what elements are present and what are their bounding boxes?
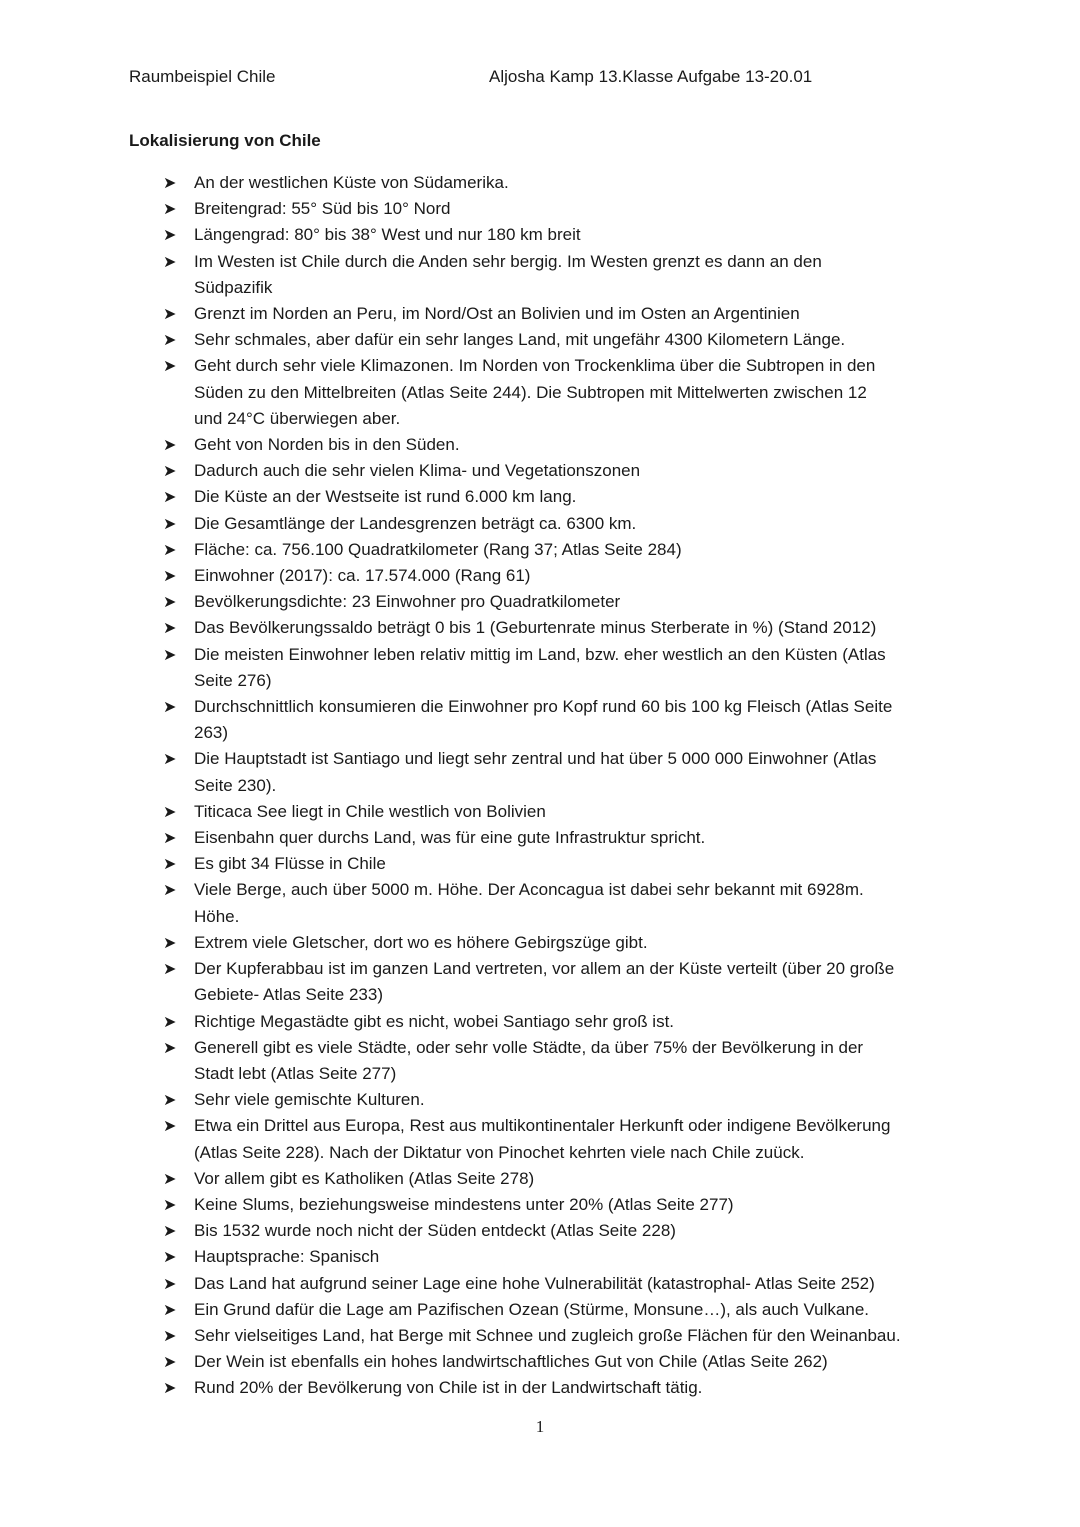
arrow-bullet-icon: ➤ [163, 880, 177, 900]
list-item [129, 1271, 949, 1297]
list-item-text: Der Kupferabbau ist im ganzen Land vertreten, vor allem an der Küste verteilt (über 20 große Gebiete- Atlas Seite 233) [194, 959, 895, 1005]
arrow-bullet-icon: ➤ [163, 199, 177, 219]
arrow-bullet-icon: ➤ [163, 932, 177, 952]
arrow-bullet-icon: ➤ [163, 1273, 177, 1293]
list-item [129, 1087, 949, 1113]
list-item-text: Etwa ein Drittel aus Europa, Rest aus multikontinentaler Herkunft oder indigene Bevölkerung (Atlas Seite 228). Nach der Diktatur von Pinochet kehrten viele nach Chile zuück. [194, 1116, 891, 1162]
arrow-bullet-icon: ➤ [163, 828, 177, 848]
list-item [129, 1349, 949, 1375]
arrow-bullet-icon: ➤ [163, 1378, 177, 1398]
list-item-text: Richtige Megastädte gibt es nicht, wobei Santiago sehr groß ist. [194, 1011, 675, 1031]
list-item-text: Geht von Norden bis in den Süden. [194, 435, 460, 455]
arrow-bullet-icon: ➤ [163, 1168, 177, 1188]
list-item-text: Generell gibt es viele Städte, oder sehr volle Städte, da über 75% der Bevölkerung in der Stadt lebt (Atlas Seite 277) [194, 1037, 864, 1083]
list-item-text: Viele Berge, auch über 5000 m. Höhe. Der Aconcagua ist dabei sehr bekannt mit 6928m. Höhe. [194, 880, 864, 926]
list-item-text: Eisenbahn quer durchs Land, was für eine gute Infrastruktur spricht. [194, 828, 706, 848]
arrow-bullet-icon: ➤ [163, 1037, 177, 1057]
list-item [129, 642, 949, 694]
list-item-text: Die Küste an der Westseite ist rund 6.000 km lang. [194, 487, 577, 507]
arrow-bullet-icon: ➤ [163, 959, 177, 979]
arrow-bullet-icon: ➤ [163, 304, 177, 324]
list-item [129, 249, 949, 301]
list-item-text: Fläche: ca. 756.100 Quadratkilometer (Rang 37; Atlas Seite 284) [194, 539, 682, 559]
list-item-text: Keine Slums, beziehungsweise mindestens unter 20% (Atlas Seite 277) [194, 1194, 734, 1214]
list-item-text: Geht durch sehr viele Klimazonen. Im Norden von Trockenklima über die Subtropen in den Süden zu den Mittelbreiten (Atlas Seite 244). Die Subtropen mit Mittelwerten zwischen 12 und 24°C überwiegen aber. [194, 356, 876, 428]
arrow-bullet-icon: ➤ [163, 173, 177, 192]
arrow-bullet-icon: ➤ [163, 1221, 177, 1241]
list-item-text: Breitengrad: 55° Süd bis 10° Nord [194, 199, 451, 219]
arrow-bullet-icon: ➤ [163, 461, 177, 481]
list-item-text: Sehr schmales, aber dafür ein sehr langes Land, mit ungefähr 4300 Kilometern Länge. [194, 330, 846, 350]
list-item [129, 484, 949, 510]
arrow-bullet-icon: ➤ [163, 592, 177, 612]
list-item [129, 615, 949, 641]
list-item [129, 825, 949, 851]
arrow-bullet-icon: ➤ [163, 801, 177, 821]
list-item-text: Grenzt im Norden an Peru, im Nord/Ost an Bolivien und im Osten an Argentinien [194, 304, 800, 324]
list-item [129, 222, 949, 248]
arrow-bullet-icon: ➤ [163, 435, 177, 455]
list-item [129, 511, 949, 537]
list-item-text: Extrem viele Gletscher, dort wo es höhere Gebirgszüge gibt. [194, 932, 648, 952]
arrow-bullet-icon: ➤ [163, 513, 177, 533]
list-item-text: Dadurch auch die sehr vielen Klima- und Vegetationszonen [194, 461, 641, 481]
list-item-text: Die Gesamtlänge der Landesgrenzen beträgt ca. 6300 km. [194, 513, 637, 533]
list-item-text: Längengrad: 80° bis 38° West und nur 180 km breit [194, 225, 581, 245]
list-item [129, 537, 949, 563]
arrow-bullet-icon: ➤ [163, 487, 177, 507]
list-item [129, 301, 949, 327]
arrow-bullet-icon: ➤ [163, 1090, 177, 1110]
list-item [129, 589, 949, 615]
arrow-bullet-icon: ➤ [163, 618, 177, 638]
list-item [129, 1192, 949, 1218]
list-item [129, 563, 949, 589]
list-item-text: Das Land hat aufgrund seiner Lage eine hohe Vulnerabilität (katastrophal- Atlas Seite 252) [194, 1273, 875, 1293]
header-author-info: Aljosha Kamp 13.Klasse Aufgabe 13-20.01 [489, 67, 813, 86]
list-item-text: Das Bevölkerungssaldo beträgt 0 bis 1 (Geburtenrate minus Sterberate in %) (Stand 2012) [194, 618, 877, 638]
list-item-text: Es gibt 34 Flüsse in Chile [194, 854, 386, 874]
list-item-text: Einwohner (2017): ca. 17.574.000 (Rang 61) [194, 566, 531, 586]
list-item [129, 1166, 949, 1192]
list-item-text: Die Hauptstadt ist Santiago und liegt sehr zentral und hat über 5 000 000 Einwohner (Atlas Seite 230). [194, 749, 877, 795]
list-item-text: Ein Grund dafür die Lage am Pazifischen Ozean (Stürme, Monsune…), als auch Vulkane. [194, 1299, 870, 1319]
arrow-bullet-icon: ➤ [163, 356, 177, 376]
list-item-text: Hauptsprache: Spanisch [194, 1247, 380, 1267]
arrow-bullet-icon: ➤ [163, 854, 177, 874]
list-item [129, 353, 949, 432]
list-item [129, 1009, 949, 1035]
list-item [129, 799, 949, 825]
arrow-bullet-icon: ➤ [163, 566, 177, 586]
list-item [129, 458, 949, 484]
list-item-text: Bis 1532 wurde noch nicht der Süden entdeckt (Atlas Seite 228) [194, 1221, 676, 1241]
list-item-text: Rund 20% der Bevölkerung von Chile ist in der Landwirtschaft tätig. [194, 1378, 703, 1398]
header-title: Raumbeispiel Chile [129, 67, 276, 86]
list-item-text: Die meisten Einwohner leben relativ mittig im Land, bzw. eher westlich an den Küsten (Atlas Seite 276) [194, 644, 886, 690]
list-item-text: Im Westen ist Chile durch die Anden sehr bergig. Im Westen grenzt es dann an den Südpazifik [194, 251, 822, 297]
list-item-text: An der westlichen Küste von Südamerika. [194, 173, 509, 192]
bullet-list [129, 170, 949, 1402]
list-item [129, 1323, 949, 1349]
list-item [129, 1035, 949, 1087]
section-title: Lokalisierung von Chile [129, 131, 321, 150]
list-item-text: Sehr viele gemischte Kulturen. [194, 1090, 425, 1110]
list-item [129, 1297, 949, 1323]
arrow-bullet-icon: ➤ [163, 330, 177, 350]
list-item-text: Bevölkerungsdichte: 23 Einwohner pro Quadratkilometer [194, 592, 621, 612]
list-item-text: Titicaca See liegt in Chile westlich von Bolivien [194, 801, 546, 821]
list-item [129, 432, 949, 458]
list-item-text: Vor allem gibt es Katholiken (Atlas Seite 278) [194, 1168, 535, 1188]
list-item-text: Durchschnittlich konsumieren die Einwohner pro Kopf rund 60 bis 100 kg Fleisch (Atlas Seite 263) [194, 697, 893, 743]
list-item [129, 956, 949, 1008]
list-item [129, 196, 949, 222]
arrow-bullet-icon: ➤ [163, 1194, 177, 1214]
list-item [129, 851, 949, 877]
list-item [129, 1218, 949, 1244]
list-item [129, 877, 949, 929]
arrow-bullet-icon: ➤ [163, 539, 177, 559]
list-item [129, 694, 949, 746]
arrow-bullet-icon: ➤ [163, 1325, 177, 1345]
list-item-text: Sehr vielseitiges Land, hat Berge mit Schnee und zugleich große Flächen für den Weinanbau. [194, 1325, 901, 1345]
arrow-bullet-icon: ➤ [163, 1352, 177, 1372]
list-item [129, 1113, 949, 1165]
arrow-bullet-icon: ➤ [163, 1011, 177, 1031]
arrow-bullet-icon: ➤ [163, 251, 177, 271]
list-item [129, 930, 949, 956]
arrow-bullet-icon: ➤ [163, 697, 177, 717]
list-item-text: Der Wein ist ebenfalls ein hohes landwirtschaftliches Gut von Chile (Atlas Seite 262) [194, 1352, 828, 1372]
list-item [129, 1244, 949, 1270]
list-item [129, 746, 949, 798]
page-number: 1 [535, 1417, 545, 1436]
arrow-bullet-icon: ➤ [163, 1247, 177, 1267]
arrow-bullet-icon: ➤ [163, 749, 177, 769]
arrow-bullet-icon: ➤ [163, 225, 177, 245]
list-item [129, 327, 949, 353]
list-item [129, 170, 949, 196]
arrow-bullet-icon: ➤ [163, 1299, 177, 1319]
arrow-bullet-icon: ➤ [163, 1116, 177, 1136]
arrow-bullet-icon: ➤ [163, 644, 177, 664]
list-item [129, 1375, 949, 1401]
